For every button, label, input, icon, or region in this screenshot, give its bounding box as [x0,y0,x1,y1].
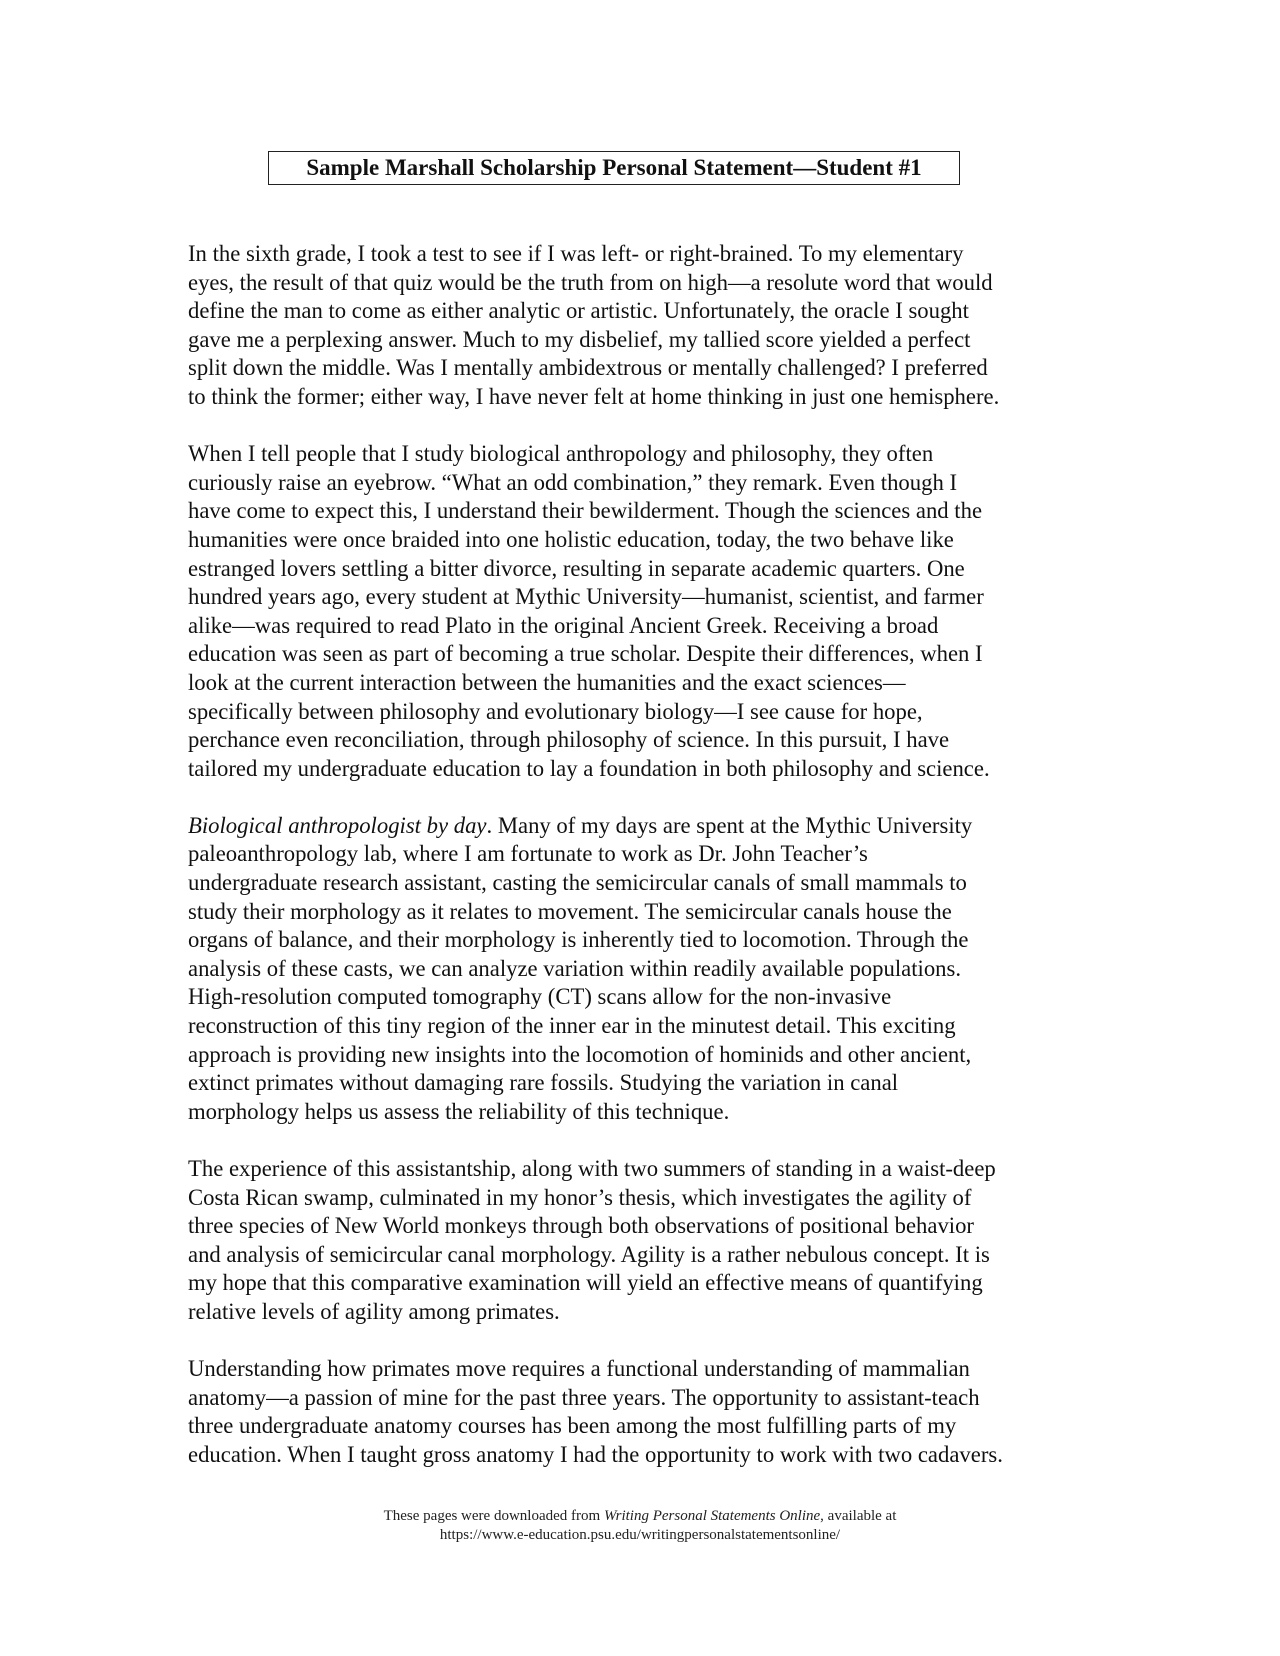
text-line: anatomy—a passion of mine for the past three years. The opportunity to assistant-teach [188,1384,980,1410]
footer-source-title: Writing Personal Statements Online [603,1508,821,1524]
text-line: Costa Rican swamp, culminated in my honor’s thesis, which investigates the agility of [188,1184,972,1210]
footer-suffix: , available at [820,1508,897,1524]
text-line: relative levels of agility among primates. [188,1298,560,1324]
text-line: my hope that this comparative examination will yield an effective means of quantifying [188,1270,983,1296]
text-line: three undergraduate anatomy courses has been among the most fulfilling parts of my [188,1413,957,1439]
text-line: have come to expect this, I understand their bewilderment. Though the sciences and the [188,498,983,524]
text-line: three species of New World monkeys through both observations of positional behavior [188,1213,974,1239]
text-line: approach is providing new insights into the locomotion of hominids and other ancient, [188,1041,972,1067]
footer-line-1 [0,1507,1280,1526]
text-line: perchance even reconciliation, through philosophy of science. In this pursuit, I have [188,727,950,753]
text-line: extinct primates without damaging rare fossils. Studying the variation in canal [188,1070,899,1096]
text-line: undergraduate research assistant, casting the semicircular canals of small mammals to [188,870,967,896]
page-footer [0,1507,1280,1545]
text-line: and analysis of semicircular canal morphology. Agility is a rather nebulous concept. It is [188,1241,990,1267]
text-line: estranged lovers settling a bitter divorce, resulting in separate academic quarters. One [188,555,965,581]
first-line-rest: . Many of my days are spent at the Mythic University [486,812,973,838]
text-line: to think the former; either way, I have never felt at home thinking in just one hemisphere. [188,383,1000,409]
text-line: define the man to come as either analytic or artistic. Unfortunately, the oracle I sought [188,298,969,324]
text-line: eyes, the result of that quiz would be the truth from on high—a resolute word that would [188,269,993,295]
paragraph-5 [188,1355,1088,1469]
text-line: education. When I taught gross anatomy I had the opportunity to work with two cadavers. [188,1441,1003,1467]
text-line: hundred years ago, every student at Mythic University—humanist, scientist, and farmer [188,584,984,610]
text-line: reconstruction of this tiny region of the inner ear in the minutest detail. This exciting [188,1013,956,1039]
text-line: humanities were once braided into one holistic education, today, the two behave like [188,526,954,552]
text-line: specifically between philosophy and evolutionary biology—I see cause for hope, [188,698,923,724]
text-line: alike—was required to read Plato in the original Ancient Greek. Receiving a broad [188,612,939,638]
text-line: study their morphology as it relates to movement. The semicircular canals house the [188,898,952,924]
text-line: look at the current interaction between the humanities and the exact sciences— [188,669,906,695]
text-line: High-resolution computed tomography (CT) scans allow for the non-invasive [188,984,892,1010]
text-line: analysis of these casts, we can analyze variation within readily available populations. [188,955,962,981]
text-line: organs of balance, and their morphology is inherently tied to locomotion. Through the [188,927,969,953]
text-line: gave me a perplexing answer. Much to my disbelief, my tallied score yielded a perfect [188,326,971,352]
text-line: Understanding how primates move requires a functional understanding of mammalian [188,1356,970,1382]
document-body [188,240,1088,1470]
text-line: split down the middle. Was I mentally ambidextrous or mentally challenged? I preferred [188,355,988,381]
paragraph-1 [188,240,1088,412]
text-line: When I tell people that I study biological anthropology and philosophy, they often [188,441,934,467]
document-title: Sample Marshall Scholarship Personal Statement—Student #1 [268,151,960,185]
italic-lead-in: Biological anthropologist by day [188,812,487,838]
text-line: In the sixth grade, I took a test to see if I was left- or right-brained. To my elementary [188,241,964,266]
paragraph-4 [188,1155,1088,1327]
paragraph-3 [188,812,1088,1127]
text-line: The experience of this assistantship, along with two summers of standing in a waist-deep [188,1156,996,1181]
text-line [188,812,1088,841]
paragraph-2 [188,440,1088,783]
text-line: education was seen as part of becoming a true scholar. Despite their differences, when I [188,641,983,667]
text-line: tailored my undergraduate education to lay a foundation in both philosophy and science. [188,755,990,781]
footer-prefix: These pages were downloaded from [383,1508,604,1524]
text-line: curiously raise an eyebrow. “What an odd combination,” they remark. Even though I [188,469,958,495]
text-line: paleoanthropology lab, where I am fortunate to work as Dr. John Teacher’s [188,841,868,867]
footer-url: https://www.e-education.psu.edu/writingpersonalstatementsonline/ [439,1527,841,1543]
text-line: morphology helps us assess the reliability of this technique. [188,1098,730,1124]
